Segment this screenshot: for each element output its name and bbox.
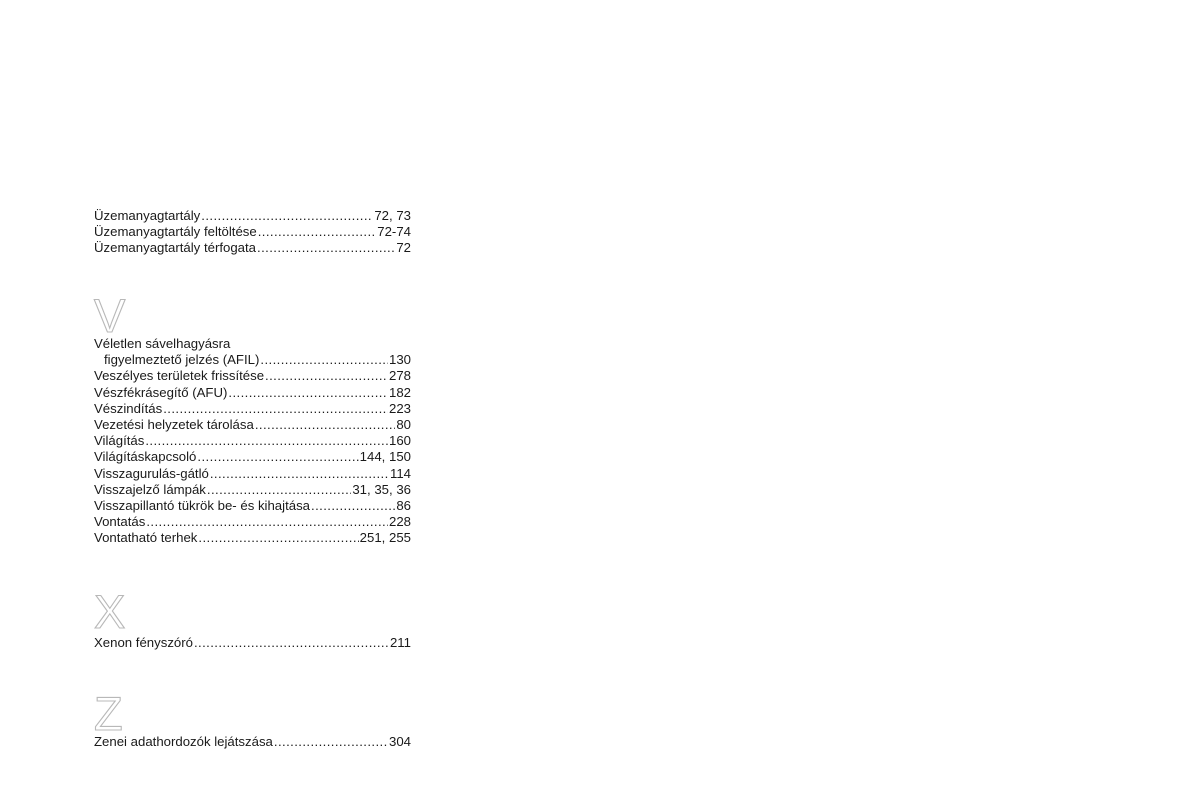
entry-term-line: Véletlen sávelhagyásra [94, 336, 231, 351]
entry-term: Vontatható terhek [94, 530, 198, 546]
dot-leader [260, 352, 388, 368]
entry-term: Zenei adathordozók lejátszása [94, 734, 273, 749]
entry-pages: 278 [388, 368, 411, 384]
entry-term: Veszélyes területek frissítése [94, 368, 265, 384]
dot-leader [146, 514, 388, 530]
index-entry [94, 482, 411, 498]
index-column [94, 0, 411, 800]
index-section-u [94, 208, 411, 257]
index-entry [94, 208, 411, 224]
entry-term: Visszapillantó tükrök be- és kihajtása [94, 497, 310, 513]
entry-term: Vontatás [94, 514, 146, 530]
entry-pages: 211 [389, 635, 411, 650]
entry-term: figyelmeztető jelzés (AFIL) [104, 352, 260, 368]
index-entry [94, 385, 411, 401]
entry-pages: 86 [396, 497, 411, 513]
entry-pages: 228 [388, 514, 411, 530]
entry-term: Vezetési helyzetek tárolása [94, 416, 254, 432]
index-section-x [94, 635, 411, 651]
entry-pages: 80 [396, 416, 411, 432]
entry-pages: 223 [388, 400, 411, 416]
index-entry [94, 240, 411, 256]
entry-pages: 144, 150 [359, 449, 411, 465]
entry-term: Világításkapcsoló [94, 449, 197, 465]
index-entry [94, 417, 411, 433]
entry-pages: 182 [388, 384, 411, 400]
dot-leader [274, 734, 388, 750]
entry-term: Üzemanyagtartály térfogata [94, 240, 256, 256]
index-section-z [94, 734, 411, 750]
dot-leader [207, 482, 351, 498]
entry-term: Üzemanyagtartály [94, 208, 201, 223]
entry-term: Üzemanyagtartály feltöltése [94, 224, 257, 240]
dot-leader [255, 417, 396, 433]
index-entry [94, 530, 411, 546]
index-entry [94, 498, 411, 514]
entry-term: Visszagurulás-gátló [94, 465, 209, 481]
index-entry [94, 368, 411, 384]
index-entry [94, 514, 411, 530]
entry-pages: 251, 255 [359, 530, 411, 546]
index-entry [94, 449, 411, 465]
dot-leader [197, 449, 358, 465]
dot-leader [257, 240, 395, 256]
entry-pages: 130 [388, 352, 411, 368]
entry-pages: 72-74 [377, 224, 411, 240]
entry-pages: 160 [388, 433, 411, 449]
entry-pages: 31, 35, 36 [352, 481, 411, 497]
section-letter-z: Z [94, 687, 123, 740]
dot-leader [198, 530, 358, 546]
dot-leader [145, 433, 388, 449]
entry-pages: 72, 73 [374, 208, 411, 223]
entry-term: Vészindítás [94, 400, 163, 416]
dot-leader [163, 401, 388, 417]
section-letter-v: V [94, 289, 126, 342]
entry-pages: 72 [396, 240, 411, 256]
section-letter-x: X [94, 585, 126, 638]
dot-leader [228, 385, 388, 401]
entry-term: Vészfékrásegítő (AFU) [94, 384, 228, 400]
dot-leader [201, 208, 373, 224]
dot-leader [210, 466, 389, 482]
index-section-v [94, 336, 411, 546]
index-entry [94, 635, 411, 651]
index-entry [94, 433, 411, 449]
dot-leader [258, 224, 377, 240]
entry-term: Visszajelző lámpák [94, 481, 206, 497]
index-entry [94, 466, 411, 482]
dot-leader [311, 498, 395, 514]
entry-term: Xenon fényszóró [94, 635, 193, 650]
index-entry [94, 734, 411, 750]
entry-term: Világítás [94, 433, 145, 449]
dot-leader [265, 368, 388, 384]
index-entry [94, 401, 411, 417]
entry-pages: 304 [388, 734, 411, 749]
entry-pages: 114 [389, 465, 411, 481]
index-entry [94, 352, 411, 368]
dot-leader [194, 635, 389, 651]
index-entry [94, 224, 411, 240]
